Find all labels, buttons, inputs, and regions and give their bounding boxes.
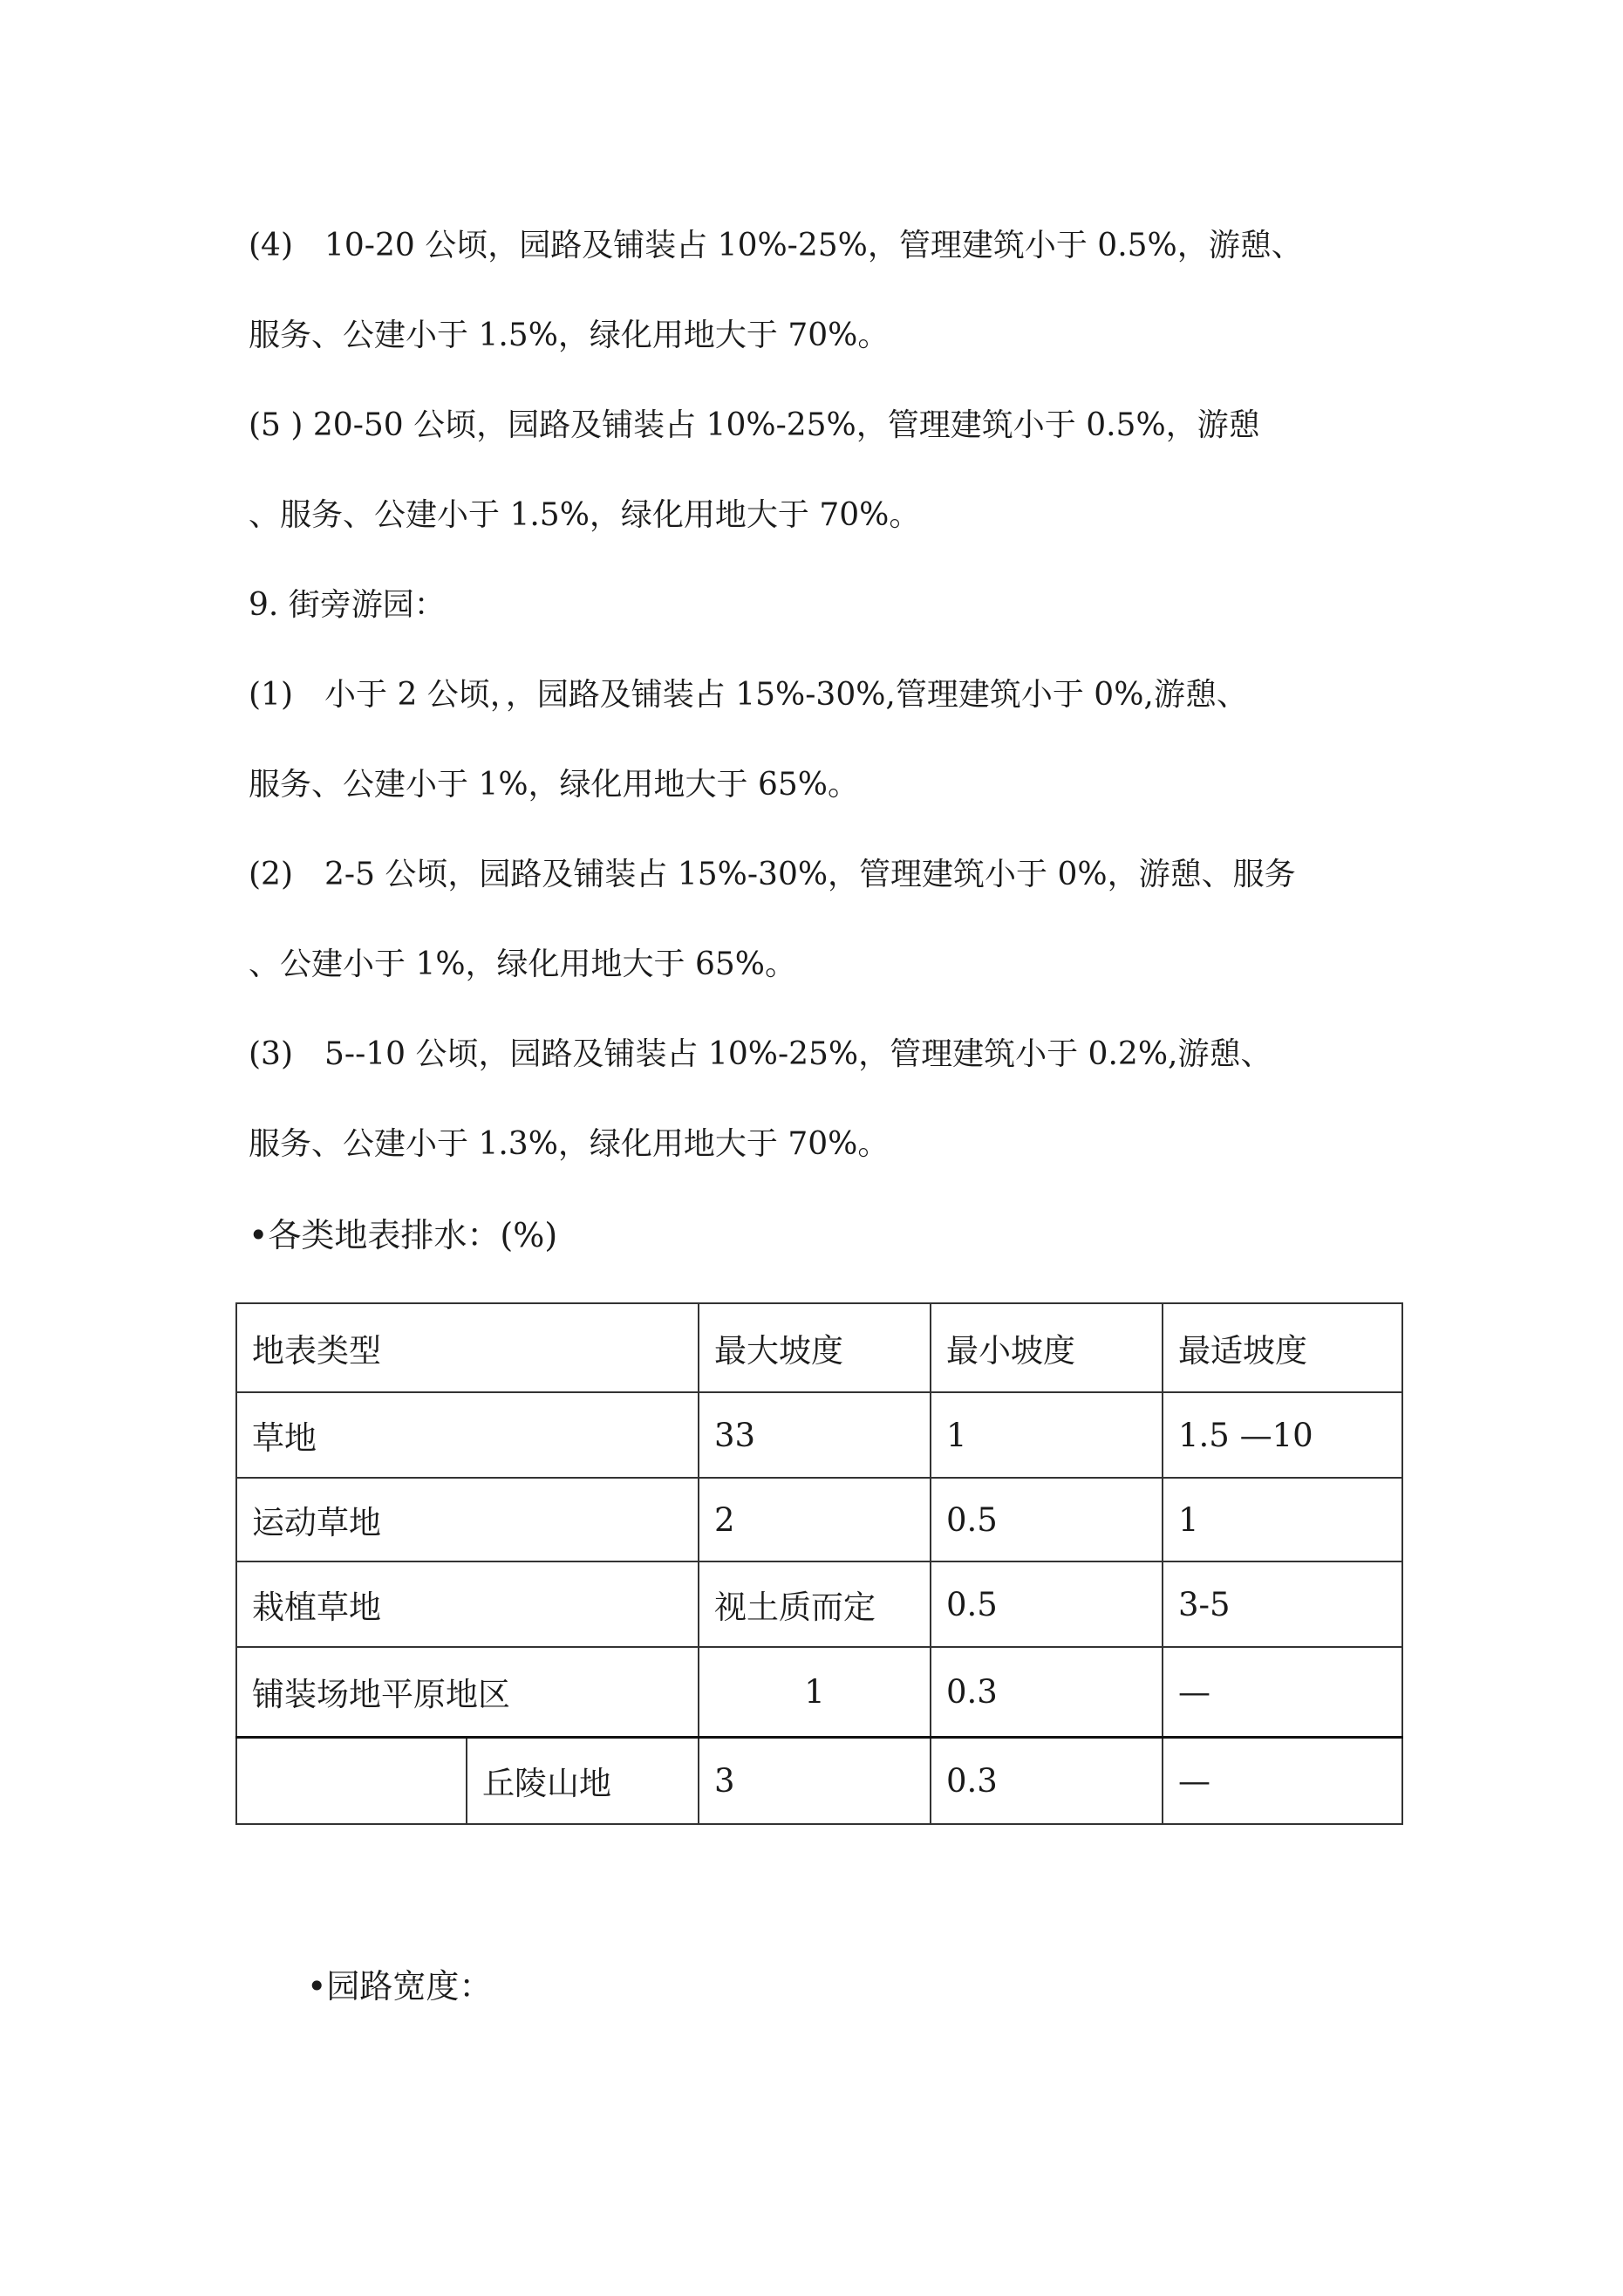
table-cell: 33 bbox=[699, 1392, 931, 1478]
header-cell: 最小坡度 bbox=[931, 1303, 1163, 1392]
paragraph-line: (2) 2-5 公顷，园路及铺装占 15%-30%，管理建筑小于 0%，游憩、服务 bbox=[249, 857, 1296, 892]
table-cell: 0.3 bbox=[931, 1647, 1163, 1737]
table-cell-empty bbox=[236, 1737, 467, 1824]
road-width-heading: •园路宽度： bbox=[307, 1967, 493, 2006]
paragraph-line: (5 ) 20-50 公顷，园路及铺装占 10%-25%，管理建筑小于 0.5%，游憩 bbox=[249, 407, 1260, 443]
table-cell: 铺装场地平原地区 bbox=[236, 1647, 699, 1737]
header-cell: 最大坡度 bbox=[699, 1303, 931, 1392]
drainage-table bbox=[235, 1302, 1403, 1825]
table-cell: 3 bbox=[699, 1737, 931, 1824]
table-cell: 运动草地 bbox=[236, 1478, 699, 1561]
paragraph-line: 服务、公建小于 1%，绿化用地大于 65%。 bbox=[249, 767, 860, 803]
paragraph-line: 服务、公建小于 1.5%，绿化用地大于 70%。 bbox=[249, 318, 890, 353]
paragraph-line: 、服务、公建小于 1.5%，绿化用地大于 70%。 bbox=[249, 497, 921, 533]
table-cell: 1 bbox=[699, 1647, 931, 1737]
table-cell: 栽植草地 bbox=[236, 1561, 699, 1647]
table-row bbox=[236, 1647, 1402, 1737]
table-cell: 3-5 bbox=[1163, 1561, 1402, 1647]
table-cell: 0.5 bbox=[931, 1478, 1163, 1561]
paragraph-line: (1) 小于 2 公顷，，园路及铺装占 15%-30%,管理建筑小于 0%,游憩、 bbox=[249, 677, 1248, 713]
header-cell: 地表类型 bbox=[236, 1303, 699, 1392]
table-row bbox=[236, 1478, 1402, 1561]
table-cell: 1.5 —10 bbox=[1163, 1392, 1402, 1478]
table-row bbox=[236, 1737, 1402, 1824]
section-heading: 9. 街旁游园： bbox=[249, 587, 446, 623]
table-cell: 0.5 bbox=[931, 1561, 1163, 1647]
table-cell: 丘陵山地 bbox=[467, 1737, 699, 1824]
header-cell: 最适坡度 bbox=[1163, 1303, 1402, 1392]
table-cell: 1 bbox=[931, 1392, 1163, 1478]
paragraph-line: 、公建小于 1%，绿化用地大于 65%。 bbox=[249, 946, 797, 982]
paragraph-line: (3) 5--10 公顷，园路及铺装占 10%-25%，管理建筑小于 0.2%,游憩、 bbox=[249, 1036, 1272, 1072]
table-cell: 1 bbox=[1163, 1478, 1402, 1561]
table-cell: 草地 bbox=[236, 1392, 699, 1478]
table-row bbox=[236, 1561, 1402, 1647]
paragraph-line: 服务、公建小于 1.3%，绿化用地大于 70%。 bbox=[249, 1126, 890, 1162]
paragraph-line: (4) 10-20 公顷，园路及铺装占 10%-25%，管理建筑小于 0.5%，游憩、 bbox=[249, 228, 1303, 263]
table-cell: — bbox=[1163, 1647, 1402, 1737]
table-header-row bbox=[236, 1303, 1402, 1392]
table-cell: 2 bbox=[699, 1478, 931, 1561]
table-cell: — bbox=[1163, 1737, 1402, 1824]
table-cell: 视土质而定 bbox=[699, 1561, 931, 1647]
table-row bbox=[236, 1392, 1402, 1478]
table-cell: 0.3 bbox=[931, 1737, 1163, 1824]
drainage-heading: •各类地表排水：(%) bbox=[249, 1216, 558, 1254]
